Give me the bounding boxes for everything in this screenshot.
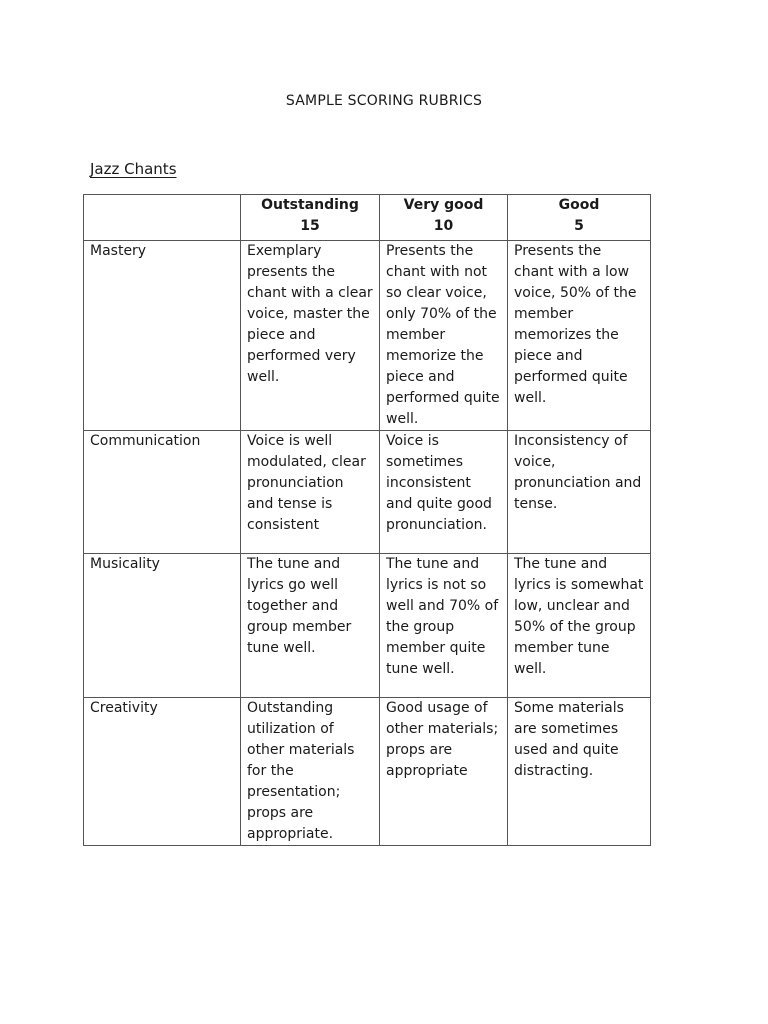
rubric-row-mastery xyxy=(84,241,651,431)
rubric-header-row xyxy=(84,195,651,241)
rubric-cell: Exemplary presents the chant with a clear voice, master the piece and performed very well. xyxy=(241,241,380,431)
rubric-cell: The tune and lyrics go well together and group member tune well. xyxy=(241,554,380,698)
rubric-cell: The tune and lyrics is somewhat low, unclear and 50% of the group member tune well. xyxy=(508,554,651,698)
level-name: Outstanding xyxy=(261,197,359,213)
header-level-very-good xyxy=(380,195,508,241)
rubric-cell: Inconsistency of voice, pronunciation and tense. xyxy=(508,431,651,554)
rubric-cell: Presents the chant with not so clear voice, only 70% of the member memorize the piece and performed quite well. xyxy=(380,241,508,431)
level-points: 10 xyxy=(433,218,454,234)
rubric-row-musicality xyxy=(84,554,651,698)
criterion-label: Musicality xyxy=(84,554,241,698)
document-title: SAMPLE SCORING RUBRICS xyxy=(285,93,483,109)
level-name: Good xyxy=(558,197,600,213)
rubric-cell: Some materials are sometimes used and quite distracting. xyxy=(508,698,651,846)
scoring-rubric-table xyxy=(83,194,651,846)
criterion-label: Communication xyxy=(84,431,241,554)
rubric-cell: The tune and lyrics is not so well and 70% of the group member quite tune well. xyxy=(380,554,508,698)
rubric-cell: Voice is sometimes inconsistent and quite good pronunciation. xyxy=(380,431,508,554)
rubric-cell: Outstanding utilization of other materials for the presentation; props are appropriate. xyxy=(241,698,380,846)
rubric-row-creativity xyxy=(84,698,651,846)
level-points: 15 xyxy=(300,218,320,234)
rubric-cell: Good usage of other materials; props are appropriate xyxy=(380,698,508,846)
criterion-label: Creativity xyxy=(84,698,241,846)
level-points: 5 xyxy=(574,218,584,234)
header-level-outstanding xyxy=(241,195,380,241)
level-name: Very good xyxy=(403,197,484,213)
header-corner-cell xyxy=(84,195,241,241)
rubric-cell: Voice is well modulated, clear pronunciation and tense is consistent xyxy=(241,431,380,554)
criterion-label: Mastery xyxy=(84,241,241,431)
section-heading: Jazz Chants xyxy=(90,160,177,178)
rubric-row-communication xyxy=(84,431,651,554)
rubric-cell: Presents the chant with a low voice, 50% of the member memorizes the piece and performed quite well. xyxy=(508,241,651,431)
header-level-good xyxy=(508,195,651,241)
